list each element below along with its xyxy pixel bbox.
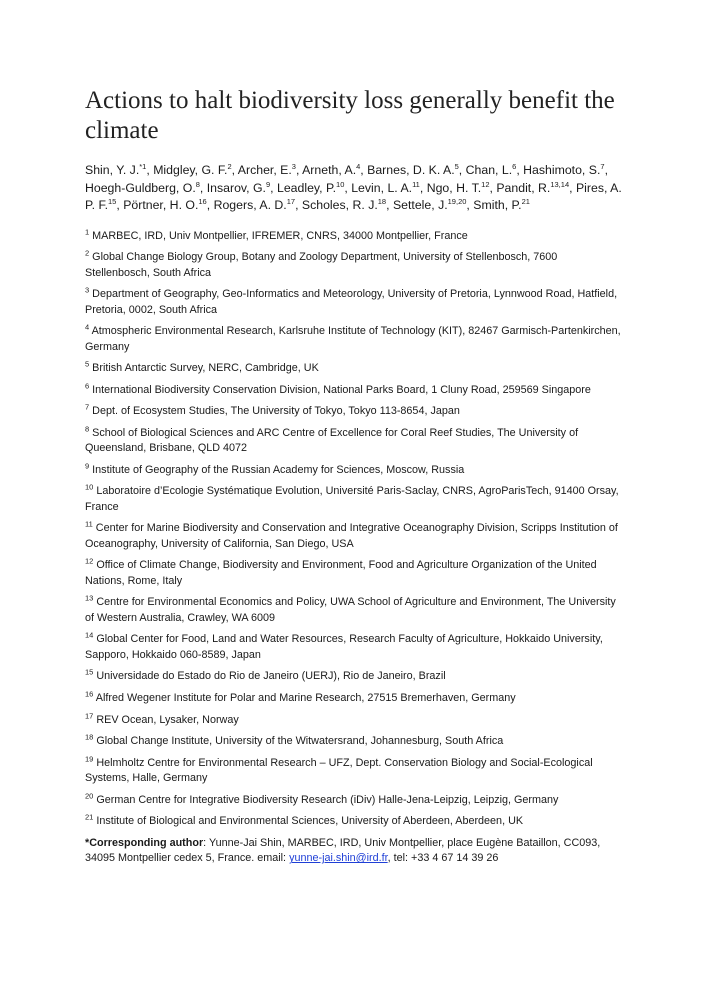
affiliation-item [85,324,623,355]
author-name [277,181,344,195]
author-name-text: Hashimoto, S. [523,163,601,177]
author-affiliation-mark: 21 [521,196,530,206]
affiliation-number: 2 [85,248,90,258]
author-name [214,198,295,212]
author-name-text: Arneth, A. [302,163,357,177]
author-affiliation-mark: 7 [600,161,605,171]
author-affiliation-mark: 8 [195,179,200,189]
affiliation-text: Office of Climate Change, Biodiversity and Environment, Food and Agriculture Organization of the United Nations, Rome, Italy [85,559,597,587]
author-name [207,181,270,195]
affiliation-item [85,793,623,808]
affiliation-item [85,756,623,787]
author-name-text: Scholes, R. J. [301,198,378,212]
author-name [302,163,360,177]
affiliation-number: 3 [85,285,90,295]
affiliation-text: Department of Geography, Geo-Informatics and Meteorology, University of Pretoria, Lynnwood Road, Hatfield, Pretoria, 0002, South Africa [85,288,618,316]
author-affiliation-mark: 5 [454,161,459,171]
affiliation-number: 8 [85,424,90,434]
author-affiliation-mark: 3 [291,161,296,171]
author-name-text: Pandit, R. [496,180,551,195]
author-affiliation-mark: 11 [412,179,420,189]
author-name-text: Levin, L. A. [351,180,413,195]
affiliation-number: 12 [85,556,94,566]
author-name [302,198,386,212]
affiliation-number: 13 [85,593,94,603]
author-name-text: Pires, A. P. F. [85,180,622,212]
author-name [123,198,207,212]
affiliation-text: Institute of Biological and Environmental Sciences, University of Aberdeen, Aberdeen, UK [96,815,524,828]
affiliation-item [85,814,623,829]
author-list: Shin, Y. J.$^{*1}$, Midgley, G. F.$^2$, Archer, E.$^3$, Arneth, A.$^4$, Barnes, D. K. A.$^5$, Chan, L.$^6$, Hashimoto, S.$^7$, Hoegh-Guldberg, O.$^8$, Insarov, G.$^9$, Leadley, P.$^{10}$, Levin, L. A.$^{11}$, Ngo, H. T.$^{12}$, Pandit, R.$^{13,14}$, Pires, A. P. F.$^{15}$, Pörtner, H. O.$^{16}$, Rogers, A. D.$^{17}$, Scholes, R. J.$^{18}$, Settele, J.$^{19,20}$, Smith, P.$^{21}$ [85,161,622,212]
author-name-text: Ngo, H. T. [426,180,482,195]
affiliation-item [85,426,623,457]
affiliation-text: Alfred Wegener Institute for Polar and Marine Research, 27515 Bremerhaven, Germany [95,692,516,705]
author-affiliation-mark: 2 [227,161,232,171]
author-affiliation-mark: 12 [481,179,490,189]
author-name [473,198,530,212]
affiliation-number: 16 [85,689,94,699]
affiliation-text: Centre for Environmental Economics and Policy, UWA School of Agriculture and Environment, The University of Western Australia, Crawley, WA 6009 [85,596,616,624]
author-name [367,163,459,177]
corresponding-label: *Corresponding author [85,837,204,850]
affiliation-number: 19 [85,754,94,764]
affiliation-text: MARBEC, IRD, Univ Montpellier, IFREMER, CNRS, 34000 Montpellier, France [92,229,468,242]
author-affiliation-mark: 4 [356,161,361,171]
author-name-text: Shin, Y. J. [85,163,140,177]
author-affiliation-mark: 10 [336,179,345,189]
affiliation-number: 5 [85,359,90,369]
affiliation-text: German Centre for Integrative Biodiversity Research (iDiv) Halle-Jena-Leipzig, Leipzig, Germany [96,793,559,806]
affiliation-text: Atmospheric Environmental Research, Karlsruhe Institute of Technology (KIT), 82467 Garmisch-Partenkirchen, Germany [85,325,621,353]
affiliation-list [85,226,623,830]
affiliation-number: 9 [85,461,90,471]
author-affiliation-mark: 15 [108,196,117,206]
author-name-text: Smith, P. [473,198,522,212]
author-name [85,181,200,195]
author-name [85,163,146,177]
affiliation-item [85,595,623,626]
author-name-text: Barnes, D. K. A. [367,163,455,177]
affiliation-text: Global Change Biology Group, Botany and Zoology Department, University of Stellenbosch, 7600 Stellenbosch, South Africa [85,251,558,279]
affiliation-text: Global Center for Food, Land and Water Resources, Research Faculty of Agriculture, Hokkaido University, Sapporo, Hokkaido 060-8589, Japan [85,633,603,661]
author-affiliation-mark: 16 [198,196,207,206]
affiliation-text: Universidade do Estado do Rio de Janeiro (UERJ), Rio de Janeiro, Brazil [96,670,446,683]
author-name [351,181,420,195]
affiliation-number: 18 [85,732,94,742]
author-name [523,163,604,177]
affiliation-text: REV Ocean, Lysaker, Norway [96,713,239,726]
affiliation-item [85,404,623,419]
affiliation-item [85,250,623,281]
affiliation-item [85,558,623,589]
author-name [153,163,231,177]
affiliation-text: Dept. of Ecosystem Studies, The University of Tokyo, Tokyo 113-8654, Japan [92,405,460,418]
corresponding-author [85,836,623,867]
affiliation-number: 1 [85,226,90,236]
author-name-text: Rogers, A. D. [213,198,287,212]
author-name [496,181,569,195]
affiliation-text: Laboratoire d’Ecologie Systématique Evolution, Université Paris-Saclay, CNRS, AgroParisTech, 91400 Orsay, France [85,485,619,513]
corresponding-tel: , tel: +33 4 67 14 39 26 [387,852,499,865]
author-name [393,198,466,212]
affiliation-number: 14 [85,630,94,640]
affiliation-number: 6 [85,381,90,391]
affiliation-item [85,226,623,244]
author-affiliation-mark: 18 [377,196,387,206]
affiliation-number: 11 [85,519,93,529]
author-affiliation-mark: 19,20 [447,196,467,206]
author-name-text: Leadley, P. [277,180,337,195]
author-affiliation-mark: 17 [286,196,296,206]
affiliation-item [85,669,623,684]
affiliation-text: Helmholtz Centre for Environmental Research – UFZ, Dept. Conservation Biology and Social-Ecological Systems, Halle, Germany [85,756,593,785]
author-name-text: Hoegh-Guldberg, O. [85,180,196,195]
affiliation-text: Global Change Institute, University of the Witwatersrand, Johannesburg, South Africa [96,735,504,748]
author-name [238,163,296,177]
author-name-text: Insarov, G. [206,180,266,195]
affiliation-item [85,383,623,398]
author-name-text: Midgley, G. F. [153,163,228,177]
affiliation-item [85,484,623,515]
affiliation-text: Institute of Geography of the Russian Academy for Sciences, Moscow, Russia [92,463,465,476]
affiliation-item [85,691,623,706]
paper-title: Actions to halt biodiversity loss generally benefit the climate [85,87,615,144]
author-name [427,181,490,195]
author-name-text: Pörtner, H. O. [123,198,199,212]
affiliation-number: 15 [85,667,94,677]
author-name-text: Settele, J. [392,198,448,212]
affiliation-item [85,361,623,376]
affiliation-number: 20 [85,791,94,801]
author-name [466,163,517,177]
affiliation-number: 21 [85,812,94,822]
author-name-text: Chan, L. [465,163,513,177]
affiliation-item [85,463,623,478]
affiliation-item [85,632,623,663]
affiliation-number: 4 [85,322,90,332]
affiliation-text: School of Biological Sciences and ARC Centre of Excellence for Coral Reef Studies, The University of Queensland, Brisbane, QLD 4072 [85,426,579,455]
affiliation-text: Center for Marine Biodiversity and Conservation and Integrative Oceanography Division, Scripps Institution of Oceanography, University of California, San Diego, USA [85,522,618,550]
affiliation-number: 7 [85,402,90,412]
email-link[interactable]: yunne-jai.shin@ird.fr [289,852,388,865]
affiliation-text: British Antarctic Survey, NERC, Cambridge, UK [92,362,319,375]
author-affiliation-mark: 13,14 [550,179,570,189]
affiliation-text: International Biodiversity Conservation Division, National Parks Board, 1 Cluny Road, 259569 Singapore [92,383,591,396]
author-affiliation-mark: 9 [265,179,271,189]
affiliation-item [85,521,623,552]
author-affiliation-mark: *1 [139,161,147,171]
affiliation-item [85,287,623,318]
corresponding-text: : Yunne-Jai Shin, MARBEC, IRD, Univ Montpellier, place Eugène Bataillon, CC093, 34095 Montpellier cedex 5, France. email: [85,837,601,865]
affiliation-number: 17 [85,711,94,721]
affiliation-number: 10 [85,482,94,492]
author-affiliation-mark: 6 [512,161,517,171]
author-name-text: Archer, E. [237,163,292,177]
affiliation-item [85,734,623,749]
affiliation-item [85,713,623,728]
